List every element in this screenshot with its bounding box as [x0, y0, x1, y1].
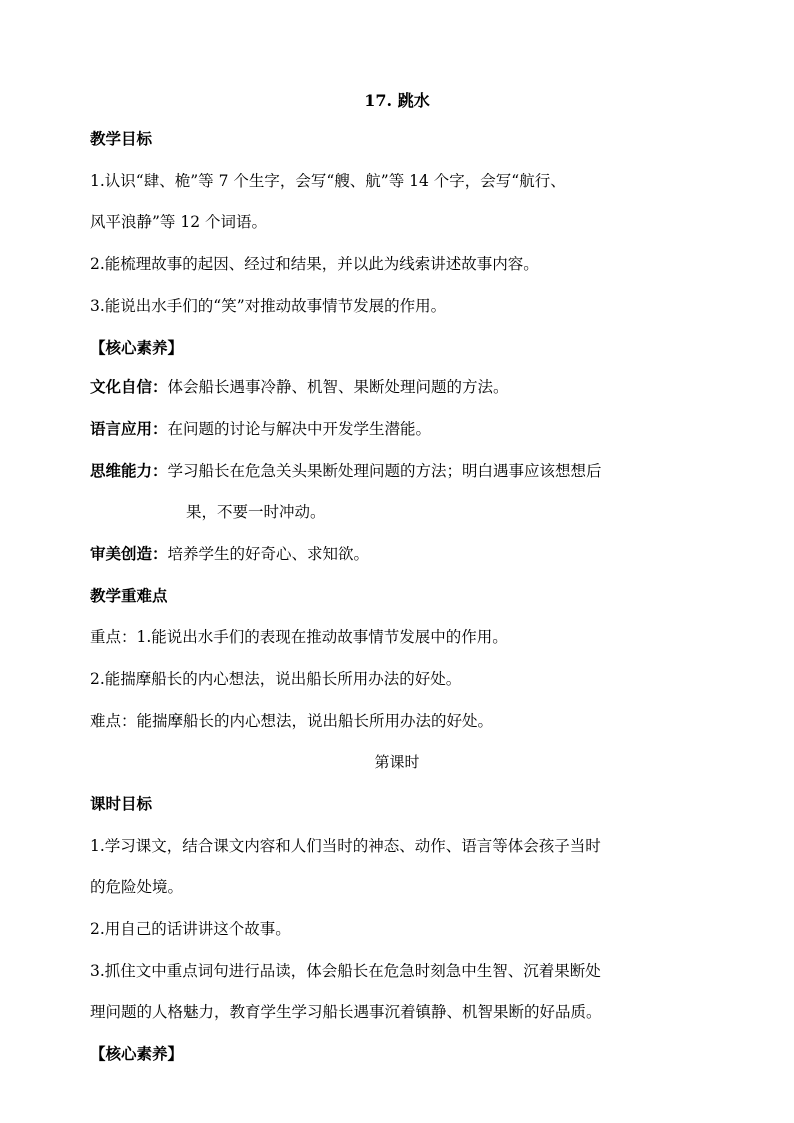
core-literacy-text: 体会船长遇事冷静、机智、果断处理问题的方法。 — [167, 378, 509, 396]
objectives-heading: 教学目标 — [90, 130, 153, 148]
core-literacy-continuation: 果，不要一时冲动。 — [186, 503, 326, 521]
core-literacy-heading-2: 【核心素养】 — [90, 1045, 184, 1063]
objective-line: 1.认识“肆、桅”等 7 个生字，会写“艘、航”等 14 个字，会写“航行、 — [90, 172, 566, 190]
objective-line: 风平浪静”等 12 个词语。 — [90, 213, 268, 231]
difficult-point-line: 难点：能揣摩船长的内心想法，说出船长所用办法的好处。 — [90, 712, 494, 730]
key-point-line: 重点：1.能说出水手们的表现在推动故事情节发展中的作用。 — [90, 628, 508, 646]
period-objective-line: 2.用自己的话讲讲这个故事。 — [90, 920, 291, 938]
core-literacy-label: 审美创造： — [90, 545, 168, 563]
core-literacy-item — [90, 460, 720, 482]
period-objective-line: 的危险处境。 — [90, 878, 184, 896]
period-objective-line: 1.学习课文，结合课文内容和人们当时的神态、动作、语言等体会孩子当时 — [90, 837, 601, 855]
objective-line: 3.能说出水手们的“笑”对推动故事情节发展的作用。 — [90, 297, 447, 315]
core-literacy-item — [90, 543, 720, 565]
core-literacy-text: 在问题的讨论与解决中开发学生潜能。 — [167, 420, 432, 438]
period-objective-line: 3.抓住文中重点词句进行品读，体会船长在危急时刻急中生智、沉着果断处 — [90, 962, 601, 980]
core-literacy-label: 文化自信： — [90, 378, 168, 396]
core-literacy-heading: 【核心素养】 — [90, 339, 184, 357]
lesson-title: 17. 跳水 — [364, 91, 430, 110]
key-difficult-heading: 教学重难点 — [90, 587, 168, 605]
core-literacy-item — [90, 418, 720, 440]
core-literacy-item — [90, 376, 720, 398]
key-point-line: 2.能揣摩船长的内心想法，说出船长所用办法的好处。 — [90, 670, 462, 688]
core-literacy-text: 学习船长在危急关头果断处理问题的方法；明白遇事应该想想后 — [167, 462, 602, 480]
period-objective-line: 理问题的人格魅力，教育学生学习船长遇事沉着镇静、机智果断的好品质。 — [90, 1003, 602, 1021]
core-literacy-label: 语言应用： — [90, 420, 168, 438]
lesson-period: 第课时 — [374, 753, 420, 771]
period-objectives-heading: 课时目标 — [90, 795, 153, 813]
core-literacy-label: 思维能力： — [90, 462, 168, 480]
objective-line: 2.能梳理故事的起因、经过和结果，并以此为线索讲述故事内容。 — [90, 255, 539, 273]
core-literacy-text: 培养学生的好奇心、求知欲。 — [167, 545, 370, 563]
